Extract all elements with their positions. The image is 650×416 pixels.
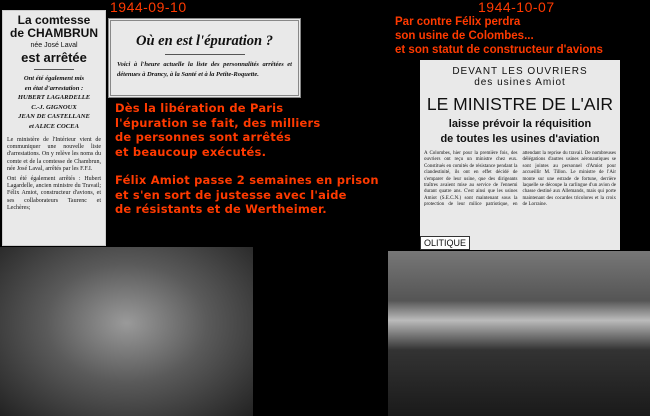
- section-label: OLITIQUE: [420, 236, 470, 250]
- clipping-body: Voici à l'heure actuelle la liste des personnalités arrêtées et détenues à Drancy, à la Santé et à la Petite-Roquette.: [117, 61, 292, 78]
- caption-line: son usine de Colombes...: [395, 30, 534, 42]
- caption-line: et beaucoup exécutés.: [115, 144, 267, 159]
- date-left: 1944-09-10: [110, 0, 187, 15]
- name-line: C.-J. GIGNOUX: [31, 103, 77, 111]
- newspaper-clipping-chambrun: [2, 10, 106, 246]
- name-line: en état d'arrestation :: [24, 84, 84, 92]
- caption-line: de personnes sont arrêtés: [115, 130, 291, 144]
- caption-colombes: [395, 15, 603, 57]
- newspaper-clipping-epuration: [108, 18, 301, 98]
- name-line: HUBERT LAGARDELLE: [17, 94, 91, 101]
- clipping-kicker: DEVANT LES OUVRIERS: [452, 66, 588, 77]
- clipping-body: Ont été également arrêtés : Hubert Lagardelle, ancien ministre du Travail; Félix Amiot, constructeur d'avions, et ses collaborateurs Taurenc et Lechères;: [7, 176, 101, 211]
- clipping-kicker: des usines Amiot: [474, 77, 566, 88]
- photo-factory-crowd: [388, 251, 650, 416]
- clipping-deck: de toutes les usines d'aviation: [440, 133, 600, 145]
- divider: [34, 69, 74, 70]
- caption-line: Par contre Félix perdra: [395, 16, 521, 28]
- clipping-headline: est arrêtée: [21, 50, 87, 65]
- caption-line: Dès la libération de Paris: [115, 101, 284, 115]
- newspaper-clipping-ministre: [420, 60, 620, 250]
- clipping-subhead: née José Laval: [30, 42, 78, 49]
- clipping-headline: de CHAMBRUN: [10, 26, 98, 40]
- name-line: et ALICE COCEA: [29, 122, 79, 130]
- divider: [165, 54, 245, 55]
- clipping-title: Où en est l'épuration ?: [136, 33, 273, 49]
- photo-arrests: [0, 247, 253, 416]
- clipping-deck: laisse prévoir la réquisition: [448, 118, 592, 130]
- name-line: JEAN DE CASTELLANE: [18, 113, 90, 120]
- caption-line: Félix Amiot passe 2 semaines en prison: [115, 173, 379, 187]
- caption-liberation: [115, 101, 379, 217]
- caption-line: et s'en sort de justesse avec l'aide: [115, 187, 347, 202]
- date-right: 1944-10-07: [478, 0, 555, 15]
- name-line: Ont été également mis: [23, 75, 85, 82]
- clipping-body: A Colombes, hier pour la première fois, des ouvriers ont reçu un ministre chez eux. Constitués en comités de résistance pendant la clandestinité, ils ont en effet décidé de s'emparer de leur usine, que des dirigeants traîtres avaient mise au service de l'ennemi durant quatre ans. C'est ainsi que les usines Amiot (S.E.C.N.) sont maintenant sous la protection de leur milice patriotique, en attendant la reprise du travail. De nombreuses délégations d'autres usines aéronautiques se sont jointes au personnel d'Amiot pour accueillir M. Tillon. Le ministre de l'Air monte sur une estrade de fortune, derrière laquelle se découpe la carlingue d'un avion de chasse destiné aux Allemands, mais qui porte maintenant des cocardes tricolores et la croix de Lorraine.: [424, 151, 616, 208]
- clipping-body: Le ministère de l'Intérieur vient de communiquer une nouvelle liste d'arrestations. On y relève les noms du comte et de la comtesse de Chambrun, née José Laval, arrêtés par les F.F.I.: [7, 137, 101, 172]
- caption-line: de résistants et de Wertheimer.: [115, 202, 327, 216]
- caption-line: et son statut de constructeur d'avions: [395, 44, 603, 56]
- clipping-headline: LE MINISTRE DE L'AIR: [426, 94, 614, 114]
- caption-line: l'épuration se fait, des milliers: [115, 115, 321, 130]
- clipping-headline: La comtesse: [17, 13, 91, 27]
- clipping-names: [7, 74, 101, 131]
